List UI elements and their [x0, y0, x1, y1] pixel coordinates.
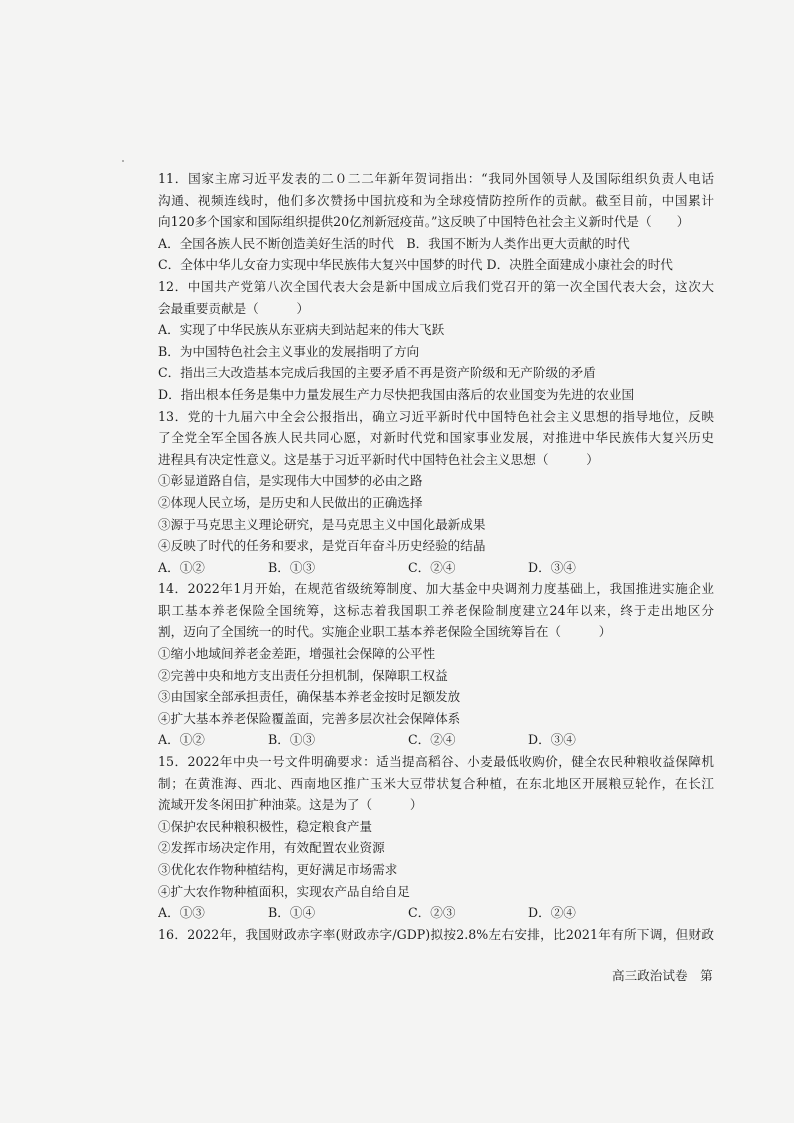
- statement-item: ①彰显道路自信，是实现伟大中国梦的必由之路: [158, 473, 423, 489]
- question-text-line: 向120多个国家和国际组织提供20亿剂新冠疫苗。”这反映了中国特色社会主义新时代是（ ）: [158, 214, 690, 230]
- answer-option: C．指出三大改造基本完成后我国的主要矛盾不再是资产阶级和无产阶级的矛盾: [158, 365, 596, 381]
- exam-content: [158, 168, 714, 945]
- choice-row: [158, 729, 714, 751]
- question-text-line: 职工基本养老保险全国统筹，这标志着我国职工养老保险制度建立24年以来，终于走出地区分: [158, 602, 714, 618]
- statement-item: ②完善中央和地方支出责任分担机制，保障职工权益: [158, 667, 448, 683]
- question-text-line: 14．2022年1月开始，在规范省级统筹制度、加大基金中央调剂力度基础上，我国推进实施企业: [158, 581, 714, 597]
- question-13: [158, 406, 714, 579]
- statement-item: ④扩大基本养老保险覆盖面，完善多层次社会保障体系: [158, 710, 461, 726]
- question-text-line: 16．2022年，我国财政赤字率(财政赤字/GDP)拟按2.8%左右安排，比2021年有所下调，但财政: [158, 926, 714, 942]
- question-text-line: 了全党全军全国各族人民共同心愿，对新时代党和国家事业发展，对推进中华民族伟大复兴历史: [158, 430, 714, 446]
- choice-row: [158, 902, 714, 924]
- question-text-line: 沟通、视频连线时，他们多次赞扬中国抗疫和为全球疫情防控所作的贡献。截至目前，中国累计: [158, 192, 714, 208]
- statement-item: ④扩大农作物种植面积，实现农产品自给自足: [158, 883, 410, 899]
- question-text-line: 15．2022年中央一号文件明确要求：适当提高稻谷、小麦最低收购价，健全农民种粮收益保障机: [158, 754, 714, 770]
- question-text-line: 割，迈向了全国统一的时代。实施企业职工基本养老保险全国统筹旨在（ ）: [158, 624, 612, 640]
- answer-option: B．为中国特色社会主义事业的发展指明了方向: [158, 343, 420, 359]
- choice-row: [158, 557, 714, 579]
- choice-a: A．①②: [158, 559, 205, 575]
- statement-item: ②发挥市场决定作用，有效配置农业资源: [158, 840, 385, 856]
- question-text-line: 13．党的十九届六中全会公报指出，确立习近平新时代中国特色社会主义思想的指导地位，反映: [158, 408, 714, 424]
- choice-a: A．①③: [158, 905, 205, 921]
- statement-item: ③由国家全部承担责任，确保基本养老金按时足额发放: [158, 689, 461, 705]
- question-text-line: 12．中国共产党第八次全国代表大会是新中国成立后我们党召开的第一次全国代表大会，这次大: [158, 278, 714, 294]
- choice-c: C．②③: [408, 905, 456, 921]
- choice-b: B．①③: [268, 559, 316, 575]
- choice-b: B．①④: [268, 905, 316, 921]
- question-14: [158, 578, 714, 751]
- statement-item: ②体现人民立场，是历史和人民做出的正确选择: [158, 494, 423, 510]
- question-text-line: 进程具有决定性意义。这是基于习近平新时代中国特色社会主义思想（ ）: [158, 451, 599, 467]
- statement-item: ①保护农民种粮积极性，稳定粮食产量: [158, 818, 373, 834]
- statement-item: ①缩小地域间养老金差距，增强社会保障的公平性: [158, 646, 436, 662]
- question-text-line: 制；在黄淮海、西北、西南地区推广玉米大豆带状复合种植，在东北地区开展粮豆轮作，在长江: [158, 775, 714, 791]
- scan-speck: [122, 160, 124, 162]
- answer-option: A．实现了中华民族从东亚病夫到站起来的伟大飞跃: [158, 322, 445, 338]
- page-footer: 高三政治试卷 第: [612, 968, 713, 983]
- choice-a: A．①②: [158, 732, 205, 748]
- question-15: [158, 751, 714, 924]
- question-12: [158, 276, 714, 406]
- answer-option: C．全体中华儿女奋力实现中华民族伟大复兴中国梦的时代 D．决胜全面建成小康社会的时代: [158, 257, 673, 273]
- choice-d: D．②④: [528, 905, 576, 921]
- statement-item: ③优化农作物种植结构，更好满足市场需求: [158, 862, 398, 877]
- choice-c: C．②④: [408, 559, 456, 575]
- choice-d: D．③④: [528, 732, 576, 748]
- question-text-line: 会最重要贡献是（ ）: [158, 300, 310, 316]
- answer-option: A．全国各族人民不断创造美好生活的时代 B．我国不断为人类作出更大贡献的时代: [158, 235, 630, 251]
- choice-b: B．①③: [268, 732, 316, 748]
- question-16: [158, 924, 714, 946]
- question-11: [158, 168, 714, 276]
- statement-item: ④反映了时代的任务和要求，是党百年奋斗历史经验的结晶: [158, 538, 486, 554]
- choice-c: C．②④: [408, 732, 456, 748]
- question-text-line: 流域开发冬闲田扩种油菜。这是为了（ ）: [158, 797, 423, 813]
- choice-d: D．③④: [528, 559, 576, 575]
- question-text-line: 11．国家主席习近平发表的二０二二年新年贺词指出：“我同外国领导人及国际组织负责人电话: [158, 171, 714, 186]
- answer-option: D．指出根本任务是集中力量发展生产力尽快把我国由落后的农业国变为先进的农业国: [158, 386, 635, 402]
- statement-item: ③源于马克思主义理论研究，是马克思主义中国化最新成果: [158, 516, 486, 532]
